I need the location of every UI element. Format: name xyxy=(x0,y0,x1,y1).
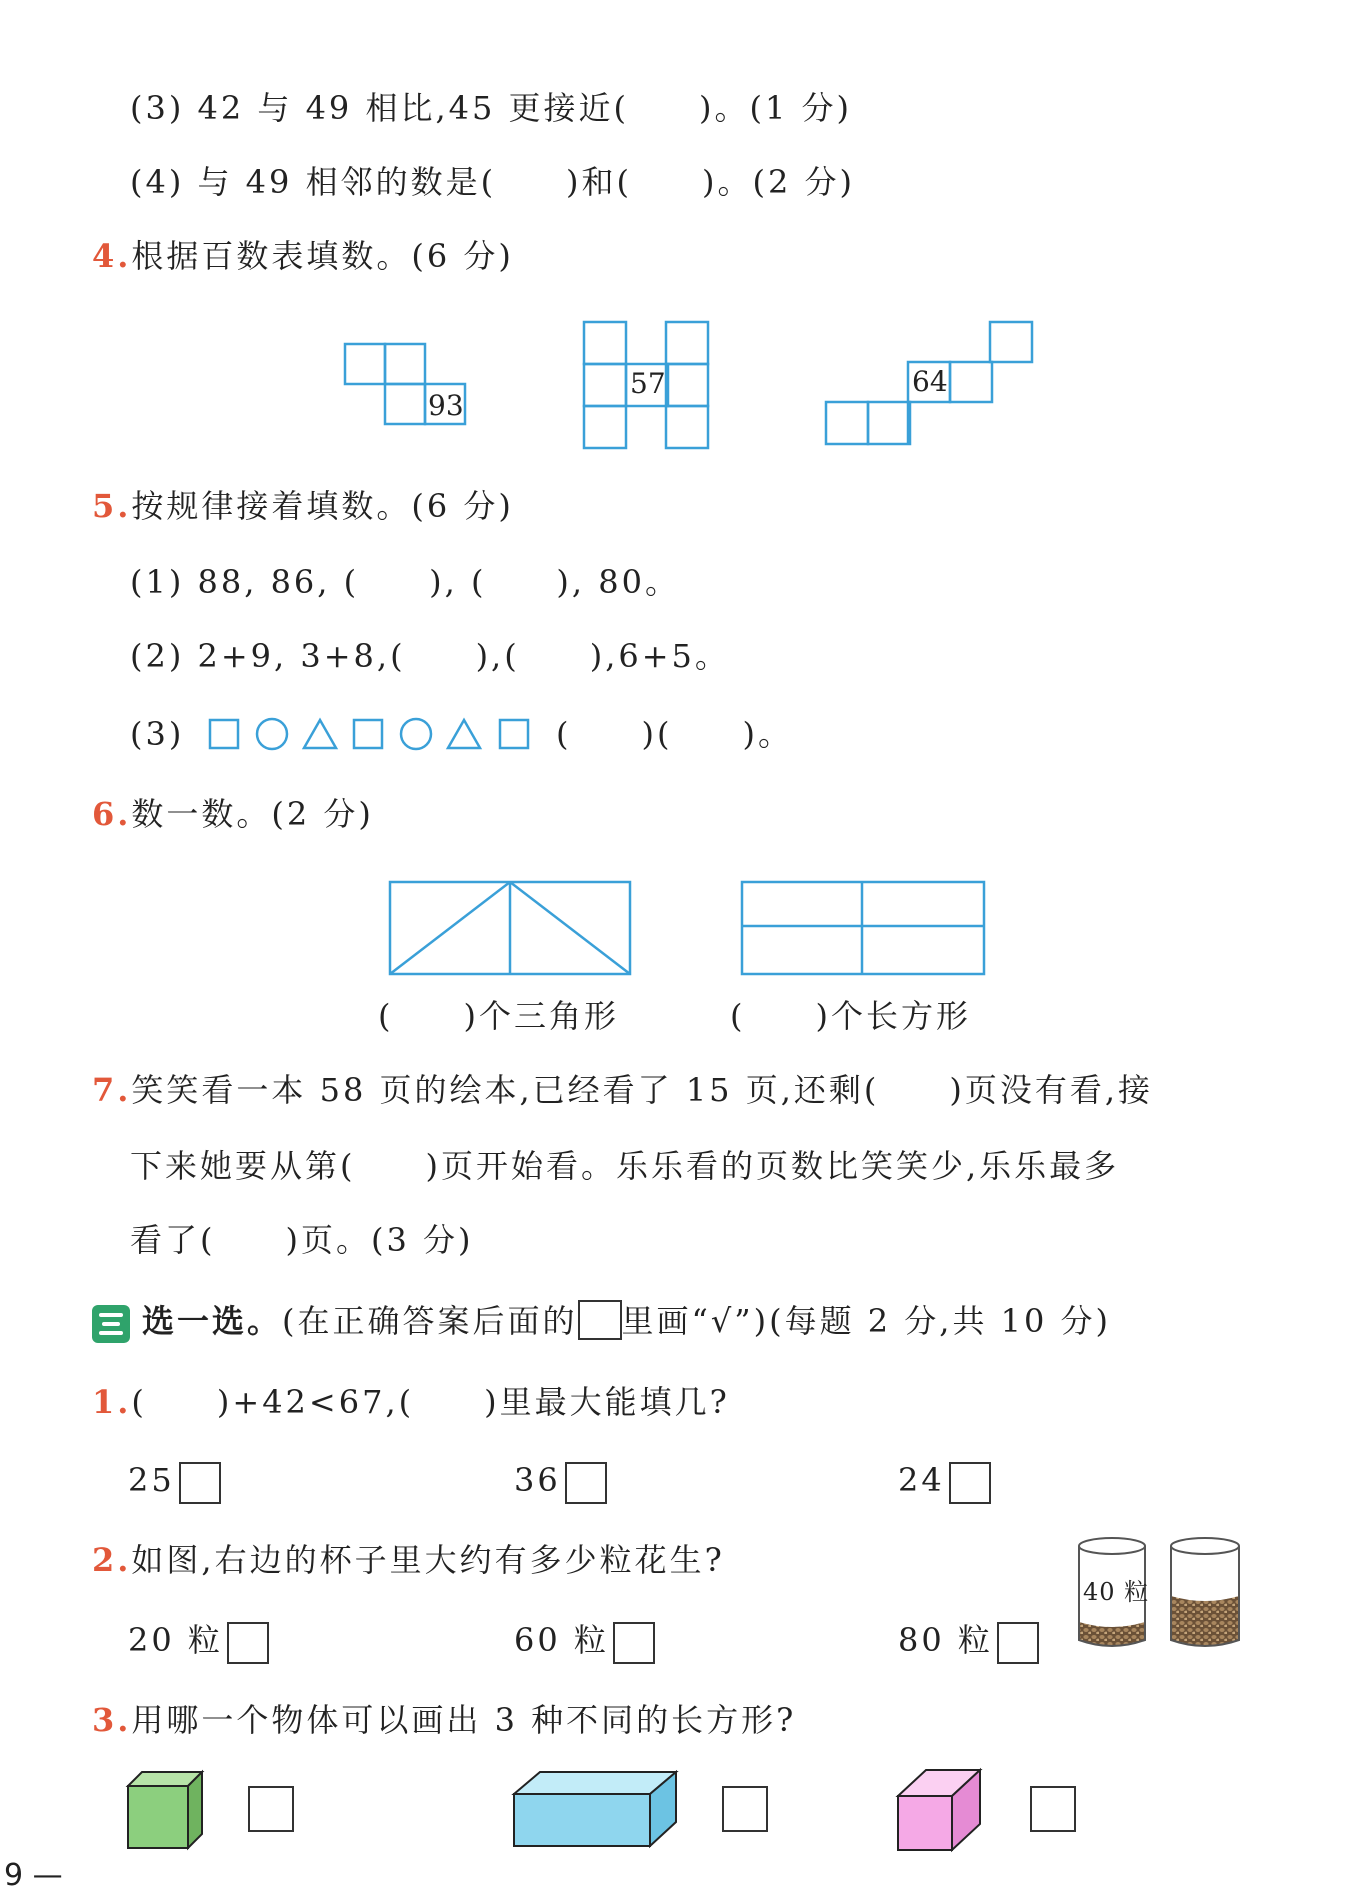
option-c-label: 24 xyxy=(898,1461,945,1499)
option-b-label: 60 粒 xyxy=(514,1621,609,1659)
q6-heading xyxy=(92,794,374,834)
choice2-option-c xyxy=(898,1620,1039,1664)
cell-57: 57 xyxy=(630,367,666,400)
page-number: 9 — xyxy=(4,1858,63,1893)
seq-square-icon xyxy=(210,720,238,748)
choice1-number: 1. xyxy=(92,1383,132,1421)
pink-prism-icon xyxy=(896,1762,996,1862)
section-3-note-a: (在正确答案后面的 xyxy=(282,1302,578,1340)
choice2-option-b xyxy=(514,1620,655,1664)
seq-square-icon xyxy=(354,720,382,748)
choice3-question xyxy=(92,1700,796,1740)
option-b-checkbox[interactable] xyxy=(565,1462,607,1504)
option-c-checkbox[interactable] xyxy=(949,1462,991,1504)
option-b-label: 36 xyxy=(514,1461,561,1499)
q5-text: 按规律接着填数。(6 分) xyxy=(131,487,514,525)
blue-cuboid-icon xyxy=(512,1766,682,1856)
option-cuboid-checkbox[interactable] xyxy=(722,1786,768,1832)
q6-text: 数一数。(2 分) xyxy=(131,795,374,833)
section-three-icon xyxy=(92,1305,130,1343)
choice1-option-c xyxy=(898,1460,991,1504)
option-c-label: 80 粒 xyxy=(898,1621,993,1659)
seq-circle-icon xyxy=(257,719,287,749)
q6-number: 6. xyxy=(92,795,132,833)
choice2-option-a xyxy=(128,1620,269,1664)
option-c-checkbox[interactable] xyxy=(997,1622,1039,1664)
q5-part3-blanks: ( )( )。 xyxy=(556,715,793,753)
q5-part1: (1) 88, 86, ( ), ( ), 80。 xyxy=(130,563,680,601)
option-b-checkbox[interactable] xyxy=(613,1622,655,1664)
option-cube-checkbox[interactable] xyxy=(248,1786,294,1832)
q5-heading xyxy=(92,486,514,526)
seq-triangle-icon xyxy=(448,720,480,748)
q3-part3: (3) 42 与 49 相比,45 更接近( )。(1 分) xyxy=(130,89,852,127)
q7-text-1: 笑笑看一本 58 页的绘本,已经看了 15 页,还剩( )页没有看,接 xyxy=(131,1071,1154,1109)
q7-line2: 下来她要从第( )页开始看。乐乐看的页数比笑笑少,乐乐最多 xyxy=(130,1147,1120,1185)
q5-part2: (2) 2+9, 3+8,( ),( ),6+5。 xyxy=(130,637,730,675)
q6-caption-triangles: ( )个三角形 xyxy=(378,997,619,1035)
q6-caption-rectangles: ( )个长方形 xyxy=(730,997,971,1035)
q7-line3: 看了( )页。(3 分) xyxy=(130,1221,474,1259)
option-prism-checkbox[interactable] xyxy=(1030,1786,1076,1832)
q3-part4: (4) 与 49 相邻的数是( )和( )。(2 分) xyxy=(130,163,856,201)
triangle-count-figure xyxy=(388,880,638,980)
cell-93: 93 xyxy=(428,389,464,422)
cell-64: 64 xyxy=(912,365,948,398)
q7-line1 xyxy=(92,1070,1153,1110)
green-cube-icon xyxy=(126,1764,216,1854)
choice2-question xyxy=(92,1540,725,1580)
choice1-question xyxy=(92,1382,730,1422)
q5-number: 5. xyxy=(92,487,132,525)
rectangle-count-figure xyxy=(740,880,990,980)
option-a-label: 25 xyxy=(128,1461,175,1499)
choice1-option-b xyxy=(514,1460,607,1504)
cup-unknown-icon xyxy=(1171,1538,1239,1646)
q4-number: 4. xyxy=(92,237,132,275)
option-a-checkbox[interactable] xyxy=(227,1622,269,1664)
choice2-text: 如图,右边的杯子里大约有多少粒花生? xyxy=(131,1541,725,1579)
hundred-grid-figures xyxy=(0,310,1350,450)
section-3-heading xyxy=(92,1300,1111,1343)
choice1-option-a xyxy=(128,1460,221,1504)
q5-part3-label: (3) xyxy=(130,715,185,753)
seq-square-icon xyxy=(500,720,528,748)
q7-number: 7. xyxy=(92,1071,132,1109)
section-3-title: 选一选。 xyxy=(142,1302,283,1340)
note-box-icon xyxy=(578,1300,622,1340)
seq-triangle-icon xyxy=(304,720,336,748)
section-3-note-b: 里画“√”)(每题 2 分,共 10 分) xyxy=(621,1302,1112,1340)
shape-sequence xyxy=(208,712,548,762)
cup-label: 40 粒 xyxy=(1083,1578,1150,1606)
q4-text: 根据百数表填数。(6 分) xyxy=(131,237,514,275)
choice2-number: 2. xyxy=(92,1541,132,1579)
option-a-label: 20 粒 xyxy=(128,1621,223,1659)
seq-circle-icon xyxy=(401,719,431,749)
choice3-text: 用哪一个物体可以画出 3 种不同的长方形? xyxy=(131,1701,797,1739)
q4-heading xyxy=(92,236,514,276)
choice1-text: ( )+42<67,( )里最大能填几? xyxy=(131,1383,730,1421)
option-a-checkbox[interactable] xyxy=(179,1462,221,1504)
choice3-number: 3. xyxy=(92,1701,132,1739)
